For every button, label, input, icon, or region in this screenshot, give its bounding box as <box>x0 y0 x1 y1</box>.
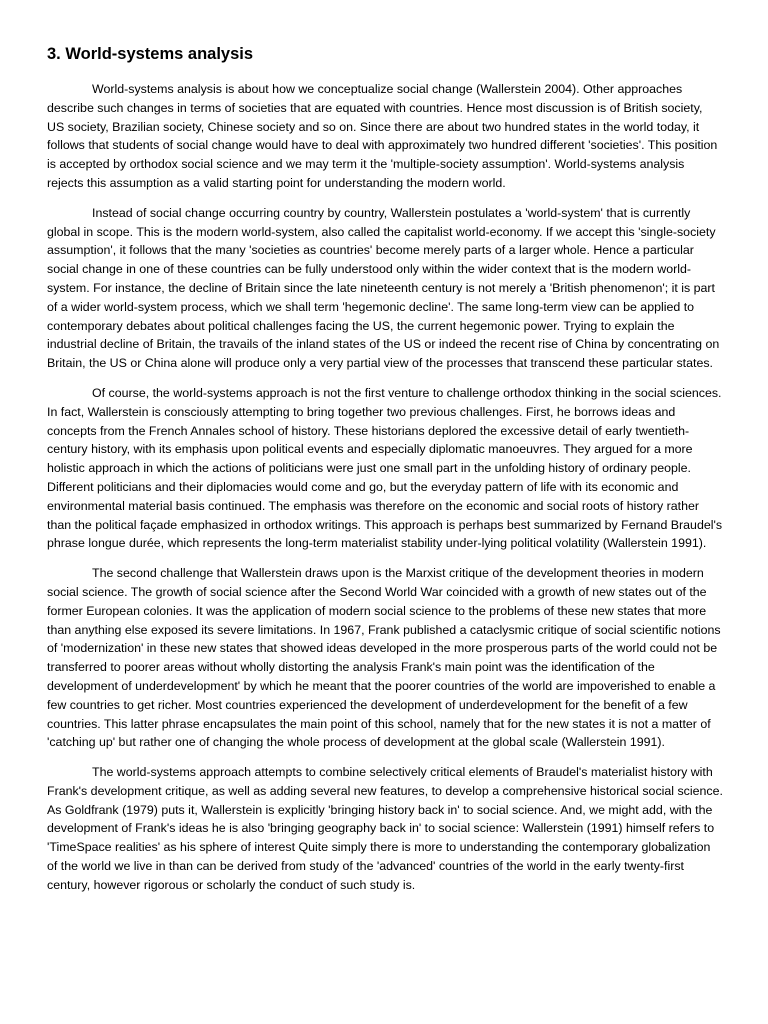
paragraph-5: The world-systems approach attempts to combine selectively critical elements of Braudel's materialist history with Frank's development critique, as well as adding several new features, to develop a comprehensive historical social science. As Goldfrank (1979) puts it, Wallerstein is explicitly 'bringing history back in' to social science. And, we might add, with the development of Frank's ideas he is also 'bringing geography back in' to social science: Wallerstein (1991) himself refers to 'TimeSpace realities' as his sphere of interest Quite simply there is more to understanding the contemporary globalization of the world we live in than can be derived from study of the 'advanced' countries of the world in the early twenty-first century, however rigorous or scholarly the conduct of such study is. <box>47 765 723 892</box>
paragraph-1: World-systems analysis is about how we conceptualize social change (Wallerstein 2004). Other approaches describe such changes in terms of societies that are equated with countries. Hence most discussion is of British society, US society, Brazilian society, Chinese society and so on. Since there are about two hundred states in the world today, it follows that students of social change would have to deal with approximately two hundred different 'societies'. This position is accepted by orthodox social science and we may term it the 'multiple-society assumption'. World-systems analysis rejects this assumption as a valid starting point for understanding the modern world. <box>47 82 718 190</box>
document-page <box>47 44 723 906</box>
paragraph-4: The second challenge that Wallerstein draws upon is the Marxist critique of the development theories in modern social science. The growth of social science after the Second World War coincided with a growth of new states out of the former European colonies. It was the application of modern social science to the problems of these new states that more than anything else exposed its severe limitations. In 1967, Frank published a cataclysmic critique of social scientific notions of 'modernization' in these new states that showed ideas developed in the more prosperous parts of the world could not be transferred to poorer areas without wholly distorting the analysis Frank's main point was the identification of the development of underdevelopment' by which he meant that the poorer countries of the world are impoverished to enable a few countries to get richer. Most countries experienced the development of underdevelopment for the benefit of a few countries. This latter phrase encapsulates the main point of this school, namely that for the new states it is not a matter of 'catching up' but rather one of changing the whole process of development at the global scale (Wallerstein 1991). <box>47 566 721 750</box>
paragraph-3: Of course, the world-systems approach is not the first venture to challenge orthodox thinking in the social sciences. In fact, Wallerstein is consciously attempting to bring together two previous challenges. First, he borrows ideas and concepts from the French Annales school of history. These historians deplored the excessive detail of early twentieth-century history, with its emphasis upon political events and especially diplomatic manoeuvres. They argued for a more holistic approach in which the actions of politicians were just one small part in the unfolding history of ordinary people. Different politicians and their diplomacies would come and go, but the everyday pattern of life with its economic and environmental material basis continued. The emphasis was therefore on the economic and social roots of history rather than the political façade emphasized in orthodox writings. This approach is perhaps best summarized by Fernand Braudel's phrase longue durée, which represents the long-term materialist stability under-lying political volatility (Wallerstein 1991). <box>47 385 723 551</box>
section-heading: 3. World-systems analysis <box>47 45 254 63</box>
paragraph-2: Instead of social change occurring country by country, Wallerstein postulates a 'world-system' that is currently global in scope. This is the modern world-system, also called the capitalist world-economy. If we accept this 'single-society assumption', it follows that the many 'societies as countries' become merely parts of a larger whole. Hence a particular social change in one of these countries can be fully understood only within the wider context that is the modern world-system. For instance, the decline of Britain since the late nineteenth century is not merely a 'British phenomenon'; it is part of a wider world-system process, which we shall term 'hegemonic decline'. The same long-term view can be applied to contemporary debates about political challenges facing the US, the current hegemonic power. Trying to explain the industrial decline of Britain, the travails of the inland states of the US or indeed the recent rise of China by concentrating on Britain, the US or China alone will produce only a very partial view of the processes that transcend these particular states. <box>47 205 720 371</box>
